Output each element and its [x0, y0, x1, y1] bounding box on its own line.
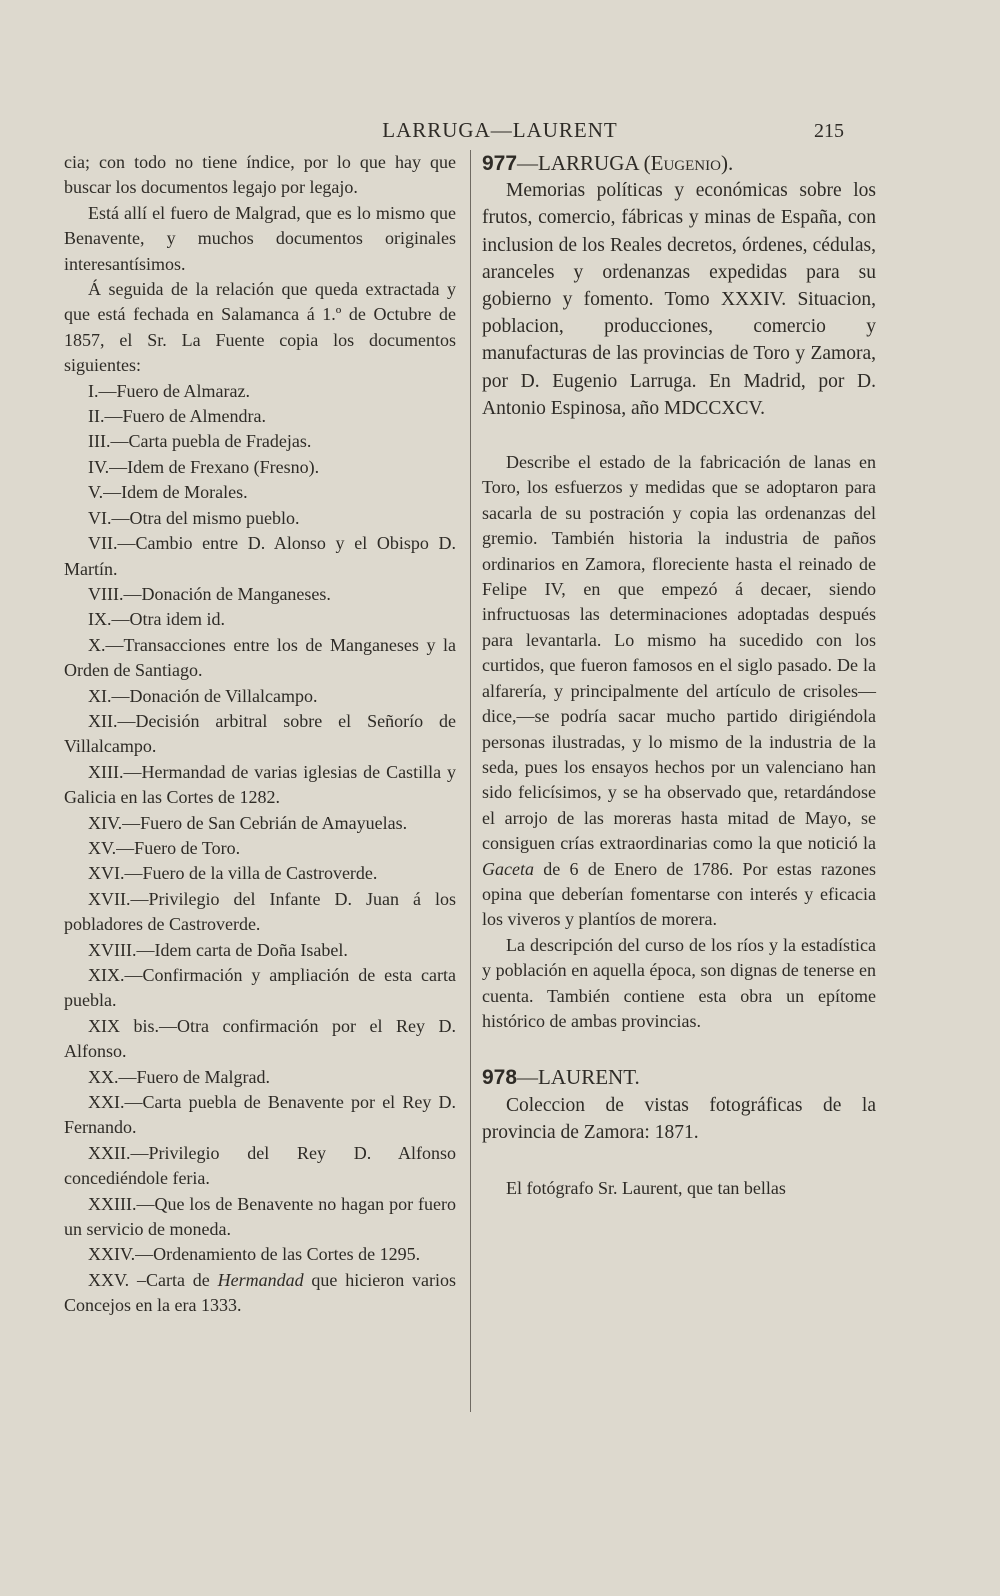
entry-title: Memorias políticas y económicas sobre los frutos, comercio, fábricas y minas de España, con inclusion de los Reales decretos, órdenes, cédulas, aranceles y ordenanzas expedidas para su gobierno y fomento. Tomo XXXIV. Situacion, poblacion, producciones, comercio y manufacturas de las provincias de Toro y Zamora, por D. Eugenio Larruga. En Madrid, por D. Antonio Espinosa, año MDCCXCV.: [482, 180, 876, 419]
list-item: III.—Carta puebla de Fradejas.: [88, 431, 312, 452]
entry-first-name: Eugenio: [650, 151, 721, 175]
list-item: XI.—Donación de Villalcampo.: [88, 685, 318, 706]
entry-title: Coleccion de vistas fotográficas de la provincia de Zamora: 1871.: [482, 1094, 876, 1143]
page-number: 215: [814, 120, 844, 142]
entry-description: El fotógrafo Sr. Laurent, que tan bellas: [506, 1177, 786, 1198]
column-divider: [470, 150, 471, 1412]
left-column: [64, 150, 456, 1319]
description-text: de 6 de Enero de 1786. Por estas razones opina que deberían fomentarse con interés y eficacia los viveros y plantíos de morera.: [482, 858, 876, 930]
paragraph: Está allí el fuero de Malgrad, que es lo mismo que Benavente, y muchos documentos originales interesantísimos.: [64, 202, 456, 274]
list-item: XXI.—Carta puebla de Benavente por el Rey D. Fernando.: [64, 1092, 456, 1138]
list-item: XXIII.—Que los de Benavente no hagan por fuero un servicio de moneda.: [64, 1193, 456, 1240]
list-item: [64, 1268, 456, 1319]
list-item: XVIII.—Idem carta de Doña Isabel.: [88, 939, 348, 960]
paragraph: Á seguida de la relación que queda extractada y que está fechada en Salamanca á 1.º de Octubre de 1857, el Sr. La Fuente copia los documentos siguientes:: [64, 279, 456, 376]
list-item: IV.—Idem de Frexano (Fresno).: [88, 456, 320, 477]
spacer: [482, 422, 876, 450]
list-item: VII.—Cambio entre D. Alonso y el Obispo D. Martín.: [64, 533, 456, 579]
paragraph: cia; con todo no tiene índice, por lo que hay que buscar los documentos legajo por legajo.: [64, 152, 456, 198]
italic-text: Gaceta: [482, 858, 534, 879]
entry-number: 978: [482, 1066, 518, 1090]
spacer: [482, 1034, 876, 1064]
list-item: XVII.—Privilegio del Infante D. Juan á los pobladores de Castroverde.: [64, 888, 456, 935]
list-item: V.—Idem de Morales.: [88, 482, 248, 503]
list-item: XVI.—Fuero de la villa de Castroverde.: [88, 863, 378, 884]
list-item: XXIV.—Ordenamiento de las Cortes de 1295.: [88, 1244, 421, 1265]
list-item: XIII.—Hermandad de varias iglesias de Castilla y Galicia en las Cortes de 1282.: [64, 761, 456, 808]
entry-close: ).: [720, 151, 734, 175]
list-item: XXII.—Privilegio del Rey D. Alfonso concediéndole feria.: [64, 1142, 456, 1189]
description-text: Describe el estado de la fabricación de lanas en Toro, los esfuerzos y medidas que se adoptaron para sacarla de su postración y copia las ordenanzas del gremio. También historia la industria de paños ordinarios en Zamora, floreciente hasta el reinado de Felipe IV, en que empezó á decaer, siendo infructuosas las determinaciones adoptadas después para levantarla. Lo mismo ha sucedido con los curtidos, que fueron famosos en el siglo pasado. De la alfarería, y principalmente del artículo de crisoles—dice,—se podría sacar mucho partido dirigiéndola personas ilustradas, y lo mismo de la industria de la seda, pues los ensayos hechos por un valenciano han sido felicísimos, y se ha observado que, retardándose el arrojo de las moreras hasta mitad de Mayo, se consiguen crías extraordinarias como la que notició la: [482, 452, 876, 854]
entry-description: [482, 450, 876, 933]
entry-description: La descripción del curso de los ríos y la estadística y población en aquella época, son dignas de tenerse en cuenta. También contiene esta obra un epítome histórico de ambas provincias.: [482, 934, 876, 1031]
entry-heading: [482, 1064, 876, 1091]
list-item: X.—Transacciones entre los de Manganeses y la Orden de Santiago.: [64, 634, 456, 681]
list-item: XII.—Decisión arbitral sobre el Señorío de Villalcampo.: [64, 710, 456, 757]
italic-text: Hermandad: [217, 1269, 304, 1290]
list-item: XIX.—Confirmación y ampliación de esta carta puebla.: [64, 965, 456, 1011]
right-column: [482, 150, 876, 1201]
list-item: VIII.—Donación de Manganeses.: [88, 583, 331, 604]
list-item: XX.—Fuero de Malgrad.: [88, 1066, 270, 1087]
list-item: IX.—Otra idem id.: [88, 609, 225, 630]
item-text: XXV. –Carta de: [88, 1269, 218, 1290]
list-item: XV.—Fuero de Toro.: [88, 837, 241, 858]
entry-number: 977: [482, 152, 518, 175]
list-item: VI.—Otra del mismo pueblo.: [88, 507, 300, 528]
document-list: [64, 379, 456, 1319]
list-item: XIX bis.—Otra confirmación por el Rey D. Alfonso.: [64, 1015, 456, 1062]
list-item: II.—Fuero de Almendra.: [88, 406, 266, 427]
running-head: LARRUGA—LAURENT: [382, 118, 618, 142]
list-item: XIV.—Fuero de San Cebrián de Amayuelas.: [88, 812, 408, 833]
entry-name: —LARRUGA (: [517, 151, 651, 175]
list-item: I.—Fuero de Almaraz.: [88, 380, 250, 401]
entry-name: —LAURENT.: [517, 1065, 640, 1090]
spacer: [482, 1146, 876, 1176]
item-text: que hicieron varios Concejos en la era 1333.: [64, 1269, 456, 1316]
entry-heading: [482, 150, 876, 177]
